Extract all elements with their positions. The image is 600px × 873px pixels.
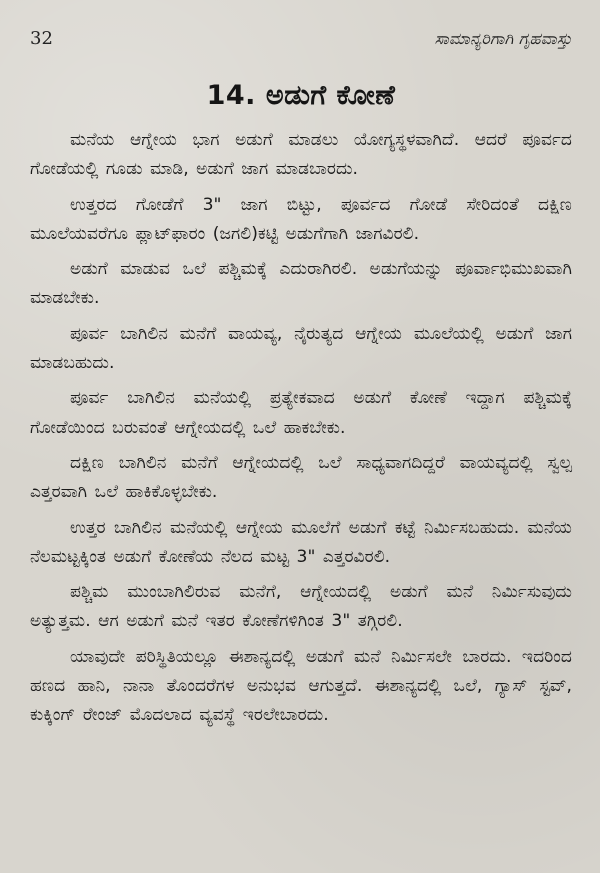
paragraph: ಪೂರ್ವ ಬಾಗಿಲಿನ ಮನೆಗೆ ವಾಯವ್ಯ, ನೈರುತ್ಯದ ಆಗ್ನೇಯ ಮೂಲೆಯಲ್ಲಿ ಅಡುಗೆ ಜಾಗ ಮಾಡಬಹುದು.: [30, 323, 572, 374]
page-number: 32: [30, 28, 53, 49]
paragraph: ಉತ್ತರದ ಗೋಡೆಗೆ 3" ಜಾಗ ಬಿಟ್ಟು, ಪೂರ್ವದ ಗೋಡೆ ಸೇರಿದಂತೆ ದಕ್ಷಿಣ ಮೂಲೆಯವರೆಗೂ ಪ್ಲಾಟ್‌ಫಾರಂ (ಜಗಲಿ)ಕಟ್ಟಿ ಅಡುಗೆಗಾಗಿ ಜಾಗವಿರಲಿ.: [30, 194, 572, 244]
paragraph: ಮನೆಯ ಆಗ್ನೇಯ ಭಾಗ ಅಡುಗೆ ಮಾಡಲು ಯೋಗ್ಯಸ್ಥಳವಾಗಿದೆ. ಆದರೆ ಪೂರ್ವದ ಗೋಡೆಯಲ್ಲಿ ಗೂಡು ಮಾಡಿ, ಅಡುಗೆ ಜಾಗ ಮಾಡಬಾರದು.: [30, 130, 572, 180]
paragraph: ಉತ್ತರ ಬಾಗಿಲಿನ ಮನೆಯಲ್ಲಿ ಆಗ್ನೇಯ ಮೂಲೆಗೆ ಅಡುಗೆ ಕಟ್ಟೆ ನಿರ್ಮಿಸಬಹುದು. ಮನೆಯ ನೆಲಮಟ್ಟಕ್ಕಿಂತ ಅಡುಗೆ ಕೋಣೆಯ ನೆಲದ ಮಟ್ಟ 3" ಎತ್ತರವಿರಲಿ.: [30, 517, 572, 567]
running-head: ಸಾಮಾನ್ಯರಿಗಾಗಿ ಗೃಹವಾಸ್ತು: [434, 29, 572, 48]
paragraph: ಯಾವುದೇ ಪರಿಸ್ಥಿತಿಯಲ್ಲೂ ಈಶಾನ್ಯದಲ್ಲಿ ಅಡುಗೆ ಮನೆ ನಿರ್ಮಿಸಲೇ ಬಾರದು. ಇದರಿಂದ ಹಣದ ಹಾನಿ, ನಾನಾ ತೊಂದರೆಗಳ ಅನುಭವ ಆಗುತ್ತದೆ. ಈಶಾನ್ಯದಲ್ಲಿ ಒಲೆ, ಗ್ಯಾಸ್ ಸ್ಟವ್, ಕುಕ್ಕಿಂಗ್ ರೇಂಜ್ ಮೊದಲಾದ ವ್ಯವಸ್ಥೆ ಇರಲೇಬಾರದು.: [30, 646, 572, 726]
paragraph: ಅಡುಗೆ ಮಾಡುವ ಒಲೆ ಪಶ್ಚಿಮಕ್ಕೆ ಎದುರಾಗಿರಲಿ. ಅಡುಗೆಯನ್ನು ಪೂರ್ವಾಭಿಮುಖವಾಗಿ ಮಾಡಬೇಕು.: [30, 259, 572, 309]
chapter-title: 14. ಅಡುಗೆ ಕೋಣೆ: [206, 80, 396, 111]
paragraph: ದಕ್ಷಿಣ ಬಾಗಿಲಿನ ಮನೆಗೆ ಆಗ್ನೇಯದಲ್ಲಿ ಒಲೆ ಸಾಧ್ಯವಾಗದಿದ್ದರೆ ವಾಯವ್ಯದಲ್ಲಿ ಸ್ವಲ್ಪ ಎತ್ತರವಾಗಿ ಒಲೆ ಹಾಕಿಕೊಳ್ಳಬೇಕು.: [30, 452, 572, 503]
paragraph: ಪೂರ್ವ ಬಾಗಿಲಿನ ಮನೆಯಲ್ಲಿ ಪ್ರತ್ಯೇಕವಾದ ಅಡುಗೆ ಕೋಣೆ ಇದ್ದಾಗ ಪಶ್ಚಿಮಕ್ಕೆ ಗೋಡೆಯಿಂದ ಬರುವಂತೆ ಆಗ್ನೇಯದಲ್ಲಿ ಒಲೆ ಹಾಕಬೇಕು.: [30, 388, 572, 438]
body-text: [30, 126, 572, 731]
page-header: [30, 28, 572, 54]
paragraph: ಪಶ್ಚಿಮ ಮುಂಬಾಗಿಲಿರುವ ಮನೆಗೆ, ಆಗ್ನೇಯದಲ್ಲಿ ಅಡುಗೆ ಮನೆ ನಿರ್ಮಿಸುವುದು ಅತ್ಯುತ್ತಮ. ಆಗ ಅಡುಗೆ ಮನೆ ಇತರ ಕೋಣೆಗಳಿಗಿಂತ 3" ತಗ್ಗಿರಲಿ.: [30, 582, 572, 632]
